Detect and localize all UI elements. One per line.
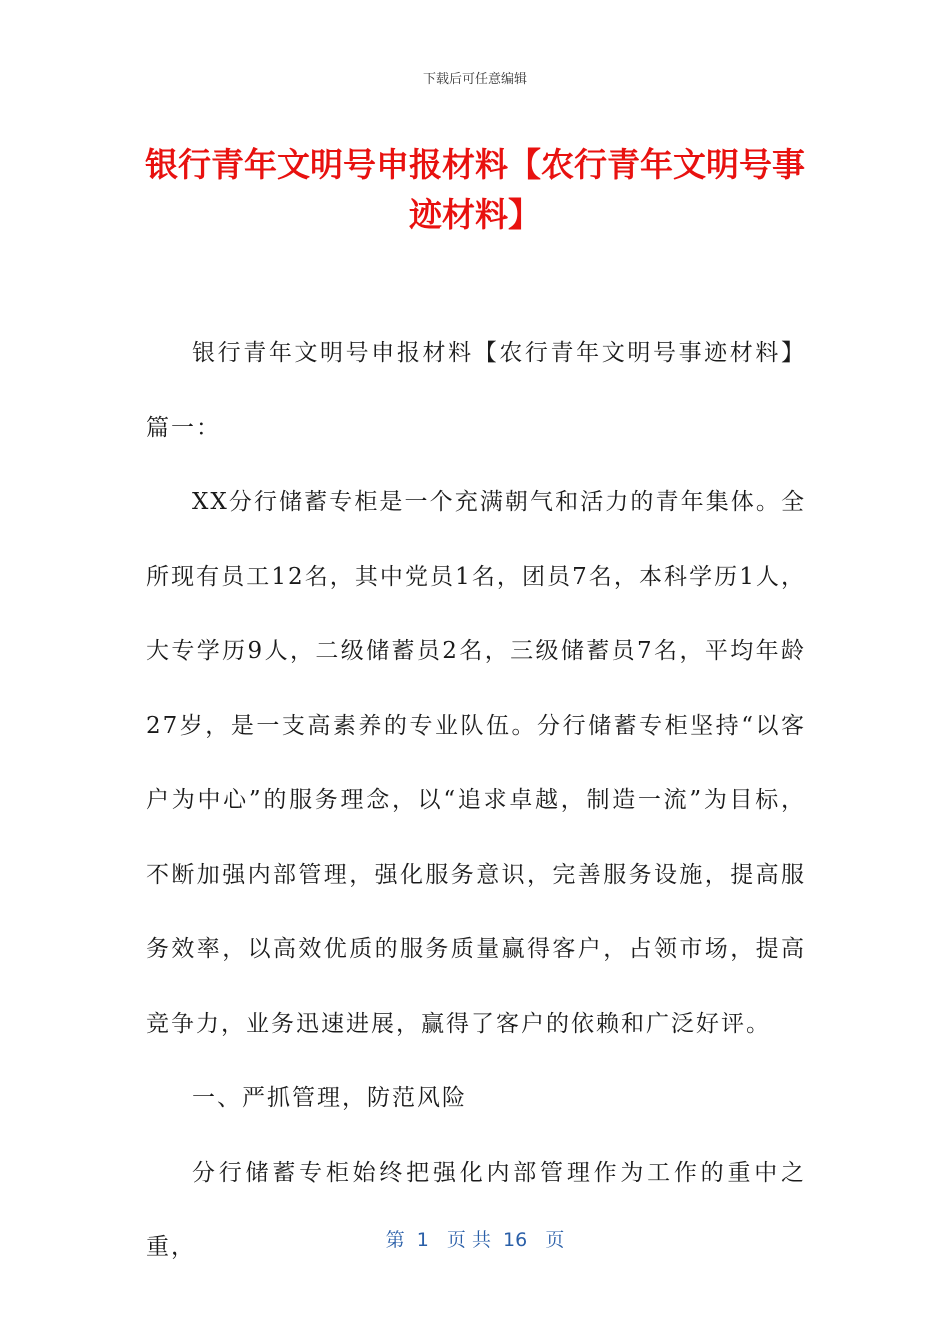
paragraph-intro: 银行青年文明号申报材料【农行青年文明号事迹材料】篇一： bbox=[146, 340, 806, 441]
paragraph-management: 分行储蓄专柜始终把强化内部管理作为工作的重中之重， bbox=[146, 1159, 806, 1260]
header-note: 下载后可任意编辑 bbox=[422, 72, 527, 87]
document-title: 银行青年文明号申报材料【农行青年文明号事迹材料】 bbox=[145, 145, 805, 234]
section-heading: 一、严抓管理，防范风险 bbox=[192, 1085, 467, 1111]
paragraph-overview: XX分行储蓄专柜是一个充满朝气和活力的青年集体。全所现有员工12名，其中党员1名，团员7名，本科学历1人，大专学历9人，二级储蓄员2名，三级储蓄员7名，平均年龄27岁，是一支高素养的专业队伍。分行储蓄专柜坚持“以客户为中心”的服务理念，以“追求卓越，制造一流”为目标，不断加强内部管理，强化服务意识，完善服务设施，提高服务效率，以高效优质的服务质量赢得客户，占领市场，提高竞争力，业务迅速进展，赢得了客户的依赖和广泛好评。 bbox=[146, 489, 806, 1037]
page-number: 第 1 页 共 16 页 bbox=[385, 1229, 565, 1251]
document-body bbox=[146, 316, 806, 1285]
